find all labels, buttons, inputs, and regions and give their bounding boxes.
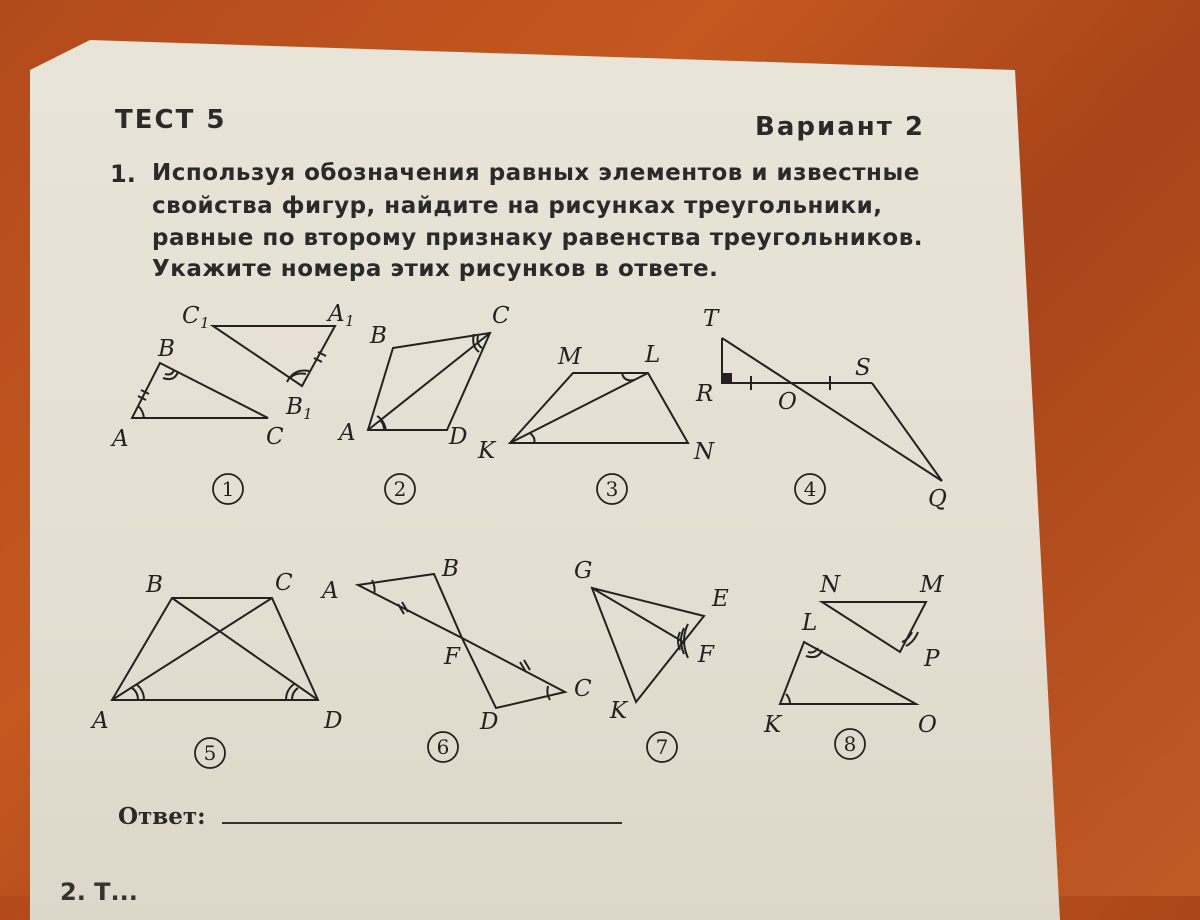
- vertex-label: O: [778, 389, 797, 415]
- task-text-line: равные по второму признаку равенства треугольников.: [152, 225, 924, 251]
- vertex-label: M: [558, 344, 582, 370]
- figure-number: 8: [843, 732, 857, 756]
- vertex-subscript: 1: [200, 314, 210, 332]
- vertex-label: D: [449, 424, 468, 450]
- figure-number: 7: [655, 735, 669, 759]
- vertex-label: C: [275, 570, 293, 596]
- vertex-label: O: [918, 712, 937, 738]
- vertex-label: B: [146, 572, 163, 598]
- task-number: 1.: [110, 160, 136, 188]
- task-text-line: Используя обозначения равных элементов и известные: [152, 160, 920, 186]
- vertex-label: P: [924, 646, 940, 672]
- figure-number: 5: [203, 741, 217, 765]
- task-text-line: свойства фигур, найдите на рисунках треугольники,: [152, 193, 883, 219]
- vertex-subscript: 1: [345, 312, 355, 330]
- vertex-label: K: [764, 712, 782, 738]
- vertex-label: B: [286, 394, 303, 420]
- vertex-label: A: [328, 301, 345, 327]
- vertex-label: K: [610, 698, 628, 724]
- figure-7: [592, 588, 704, 702]
- vertex-label: K: [478, 438, 496, 464]
- vertex-subscript: 1: [303, 405, 313, 423]
- vertex-label: C: [574, 676, 592, 702]
- figure-3: [510, 373, 688, 443]
- test-title: ТЕСТ 5: [115, 105, 227, 135]
- vertex-label: B: [442, 556, 459, 582]
- task-text-line: Укажите номера этих рисунков в ответе.: [152, 256, 719, 282]
- vertex-label: R: [696, 381, 714, 407]
- vertex-label: C: [266, 424, 284, 450]
- answer-field[interactable]: [222, 822, 622, 824]
- vertex-label: B: [158, 336, 175, 362]
- vertex-label: E: [712, 586, 729, 612]
- vertex-label: A: [322, 578, 339, 604]
- next-task-fragment: 2. Т...: [60, 878, 138, 906]
- vertex-label: Q: [928, 486, 947, 512]
- figure-number: 3: [605, 477, 619, 501]
- figure-number: 2: [393, 477, 407, 501]
- figure-number: 4: [803, 477, 817, 501]
- figure-number: 6: [436, 735, 450, 759]
- figure-5: [112, 598, 318, 700]
- vertex-label: D: [480, 709, 499, 735]
- vertex-label: L: [645, 342, 661, 368]
- vertex-label: D: [324, 708, 343, 734]
- figure-4: [722, 338, 942, 481]
- answer-label: Ответ:: [118, 803, 206, 830]
- vertex-label: M: [920, 572, 944, 598]
- figure-number: 1: [221, 477, 235, 501]
- vertex-label: B: [370, 323, 387, 349]
- vertex-label: G: [574, 558, 593, 584]
- vertex-label: L: [802, 610, 818, 636]
- vertex-label: C: [492, 303, 510, 329]
- vertex-label: T: [703, 306, 719, 332]
- vertex-label: F: [698, 642, 714, 668]
- vertex-label: C: [182, 303, 200, 329]
- vertex-label: S: [855, 355, 871, 381]
- vertex-label: F: [444, 644, 460, 670]
- vertex-label: N: [694, 439, 715, 465]
- variant-label: Вариант 2: [755, 112, 925, 142]
- vertex-label: A: [112, 426, 129, 452]
- vertex-label: A: [92, 708, 109, 734]
- figure-6: [358, 574, 565, 708]
- vertex-label: A: [339, 420, 356, 446]
- vertex-label: N: [820, 572, 841, 598]
